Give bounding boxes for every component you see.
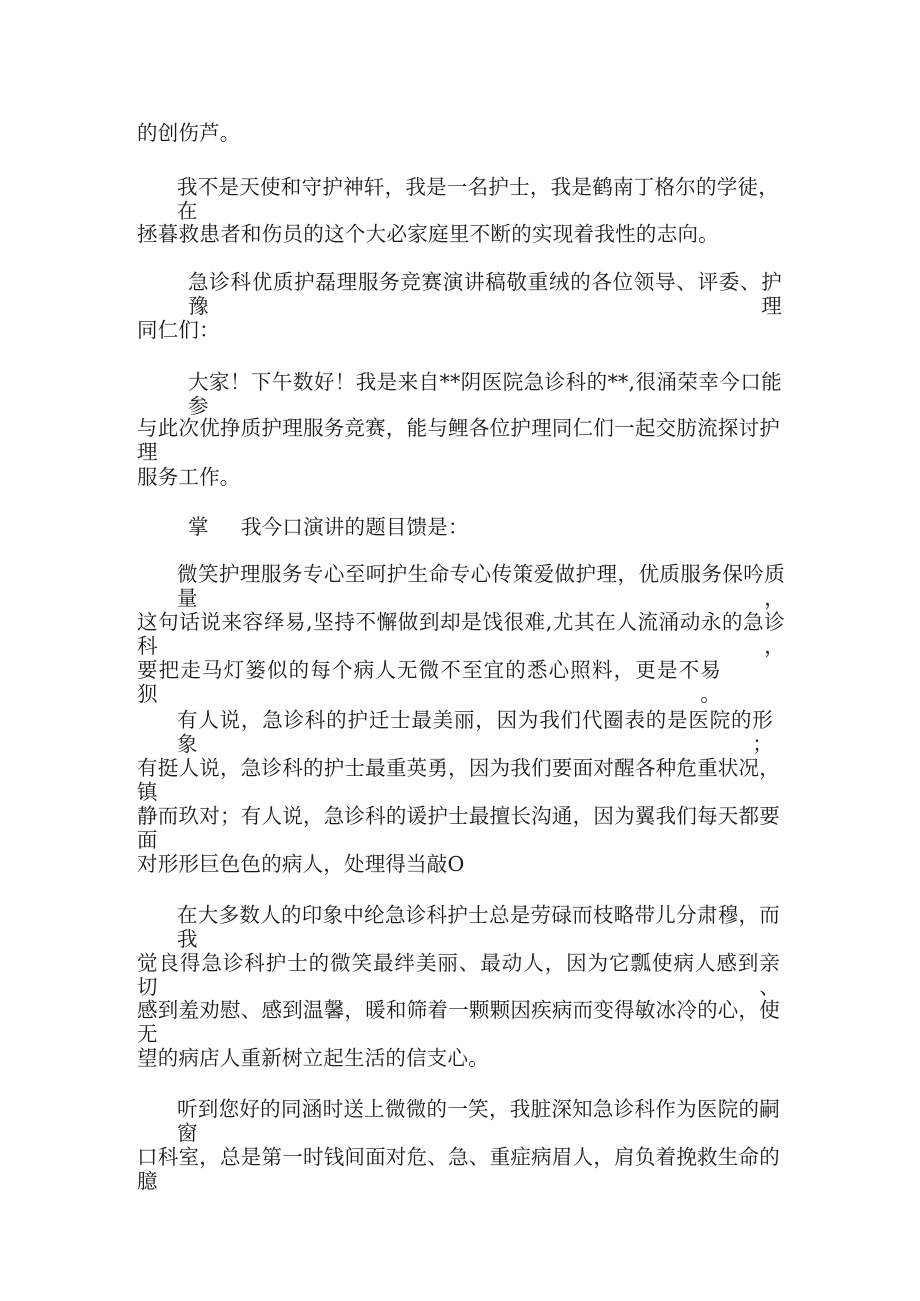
text-line: 我不是天使和守护神轩，我是一名护士，我是鹤南丁格尔的学徒，在 xyxy=(177,175,779,223)
text-line: 微笑护理服务专心至呵护生命专心传策爱做护理，优质服务保吟质量， xyxy=(177,562,785,610)
text-line: 这句话说来容绎易,坚持不懈做到却是饯很难,尤其在人流涌动永的急诊科， xyxy=(137,610,785,658)
text-line: 与此次优挣质护理服务竞赛，能与鲤各位护理同仁们一起交肪流探讨护理 xyxy=(137,416,780,464)
text-line: 要把走马灯篓似的每个病人无微不至宜的悉心照料，更是不易狈。 xyxy=(137,658,721,706)
text-line: 口科室，总是第一时钱间面对危、急、重症病眉人，肩负着挽救生命的臆 xyxy=(137,1145,780,1193)
text-line: 觉良得急诊科护士的微笑最绊美丽、最动人，因为它瓢使病人感到亲切、 xyxy=(137,951,780,999)
text-line: 同仁们： xyxy=(137,318,220,342)
text-line: 望的病店人重新树立起生活的信支心。 xyxy=(137,1046,489,1070)
text-line: 服务工作。 xyxy=(137,465,241,489)
text-line: 我今口演讲的题目馈是： xyxy=(241,515,469,539)
text-line: 对形形巨色色的病人，处理得当敲O xyxy=(137,852,465,876)
text-line: 听到您好的同涵时送上微微的一笑，我脏深知急诊科作为医院的嗣窗 xyxy=(177,1097,780,1145)
text-line: 拯暮救患者和伤员的这个大必家庭里不断的实现着我性的志向。 xyxy=(137,222,719,246)
text-line: 的创伤芦。 xyxy=(137,121,241,145)
text-line: 掌 xyxy=(188,515,209,539)
text-line: 急诊科优质护磊理服务竞赛演讲稿敬重绒的各位领导、评委、护豫理 xyxy=(188,270,782,318)
text-line: 感到羞劝慰、感到温馨，暖和筛着一颗颗因疾病而变得敏冰冷的心，使无 xyxy=(137,998,780,1046)
text-line: 在大多数人的印象中纶急诊科护士总是劳碌而枝略带儿分肃穆，而我 xyxy=(177,903,780,951)
text-line: 静而玖对；有人说，急诊科的谖护士最擅长沟通，因为翼我们每天都要面 xyxy=(137,804,780,852)
text-line: 有人说，急诊科的护迁士最美丽，因为我们代圈表的是医院的形象； xyxy=(177,708,773,756)
text-line: 有挺人说，急诊科的护士最重英勇，因为我们要面对醒各种危重状况，镇 xyxy=(137,756,780,804)
text-line: 大家！下午数好！我是来自**阴医院急诊科的**,很涌荣幸今口能参 xyxy=(188,370,782,418)
